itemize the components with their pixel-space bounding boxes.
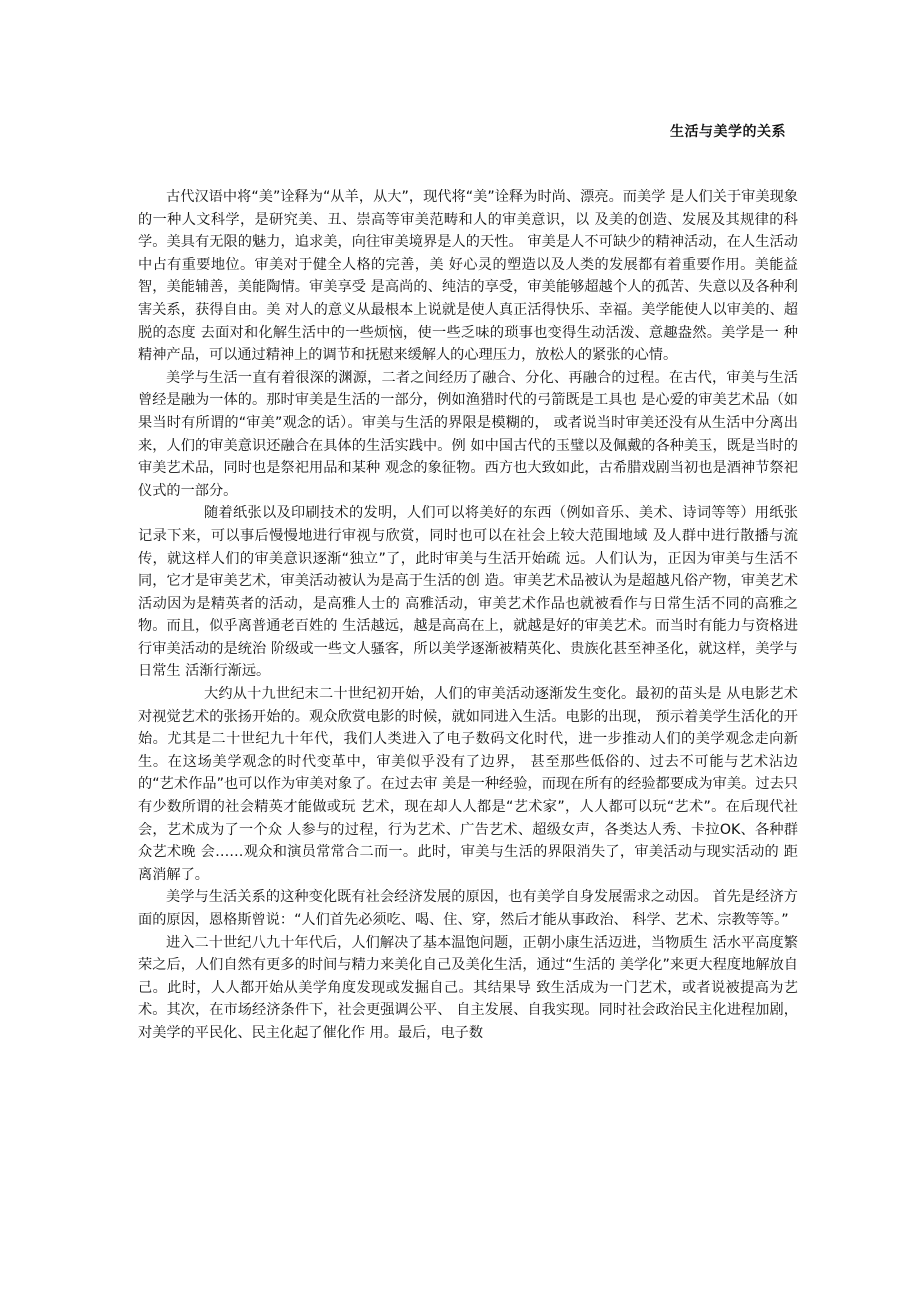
paragraph-5: 美学与生活关系的这种变化既有社会经济发展的原因，也有美学自身发展需求之动因。 首先是经济方面的原因，恩格斯曾说：“人们首先必须吃、喝、住、穿，然后才能从事政治、 科学、艺术、宗教等等。”: [138, 889, 798, 928]
paragraph-6: 进入二十世纪八九十年代后，人们解决了基本温饱问题，正朝小康生活迈进，当物质生 活水平高度繁荣之后，人们自然有更多的时间与精力来美化自己及美化生活，通过“生活的 美学化”来更大程度地解放自己。此时，人人都开始从美学角度发现或发掘自己。其结果导 致生活成为一门艺术，或者说被提高为艺术。其次，在市场经济条件下，社会更强调公平、 自主发展、自我实现。同时社会政治民主化进程加剧，对美学的平民化、民主化起了催化作 用。最后，电子数: [138, 934, 798, 1041]
document-body: [138, 186, 798, 1045]
paragraph-4: 大约从十九世纪末二十世纪初开始，人们的审美活动逐渐发生变化。最初的苗头是 从电影艺术对视觉艺术的张扬开始的。观众欣赏电影的时候，就如同进入生活。电影的出现， 预示着美学生活化的开始。尤其是二十世纪九十年代，我们人类进入了电子数码文化时代，进一步推动人们的美学观念走向新生。在这场美学观念的时代变革中，审美似乎没有了边界， 甚至那些低俗的、过去不可能与艺术沾边的“艺术作品”也可以作为审美对象了。在过去审 美是一种经验，而现在所有的经验都要成为审美。过去只有少数所谓的社会精英才能做或玩 艺术，现在却人人都是“艺术家”，人人都可以玩“艺术”。在后现代社会，艺术成为了一个众 人参与的过程，行为艺术、广告艺术、超级女声，各类达人秀、卡拉OK、各种群众艺术晚 会……观众和演员常常合二而一。此时，审美与生活的界限消失了，审美活动与现实活动的 距离消解了。: [138, 686, 798, 883]
document-title: 生活与美学的关系: [670, 124, 786, 140]
paragraph-3: 随着纸张以及印刷技术的发明，人们可以将美好的东西（例如音乐、美术、诗词等等）用纸张记录下来，可以事后慢慢地进行审视与欣赏，同时也可以在社会上较大范围地域 及人群中进行散播与流传，就这样人们的审美意识逐渐“独立”了，此时审美与生活开始疏 远。人们认为，正因为审美与生活不同，它才是审美艺术，审美活动被认为是高于生活的创 造。审美艺术品被认为是超越凡俗产物，审美艺术活动因为是精英者的活动，是高雅人士的 高雅活动，审美艺术作品也就被看作与日常生活不同的高雅之物。而且，似乎离普通老百姓的 生活越远，越是高高在上，就越是好的审美艺术。而当时有能力与资格进行审美活动的是统治 阶级或一些文人骚客，所以美学逐渐被精英化、贵族化甚至神圣化，就这样，美学与日常生 活渐行渐远。: [138, 505, 798, 680]
paragraph-2: 美学与生活一直有着很深的渊源，二者之间经历了融合、分化、再融合的过程。在古代，审美与生活曾经是融为一体的。那时审美是生活的一部分，例如渔猎时代的弓箭既是工具也 是心爱的审美艺术品（如果当时有所谓的“审美”观念的话）。审美与生活的界限是模糊的， 或者说当时审美还没有从生活中分离出来，人们的审美意识还融合在具体的生活实践中。例 如中国古代的玉璧以及佩戴的各种美玉，既是当时的审美艺术品，同时也是祭祀用品和某种 观念的象征物。西方也大致如此，古希腊戏剧当初也是酒神节祭祀仪式的一部分。: [138, 369, 798, 499]
paragraph-1: 古代汉语中将“美”诠释为“从羊，从大”，现代将“美”诠释为时尚、漂亮。而美学 是人们关于审美现象的一种人文科学，是研究美、丑、崇高等审美范畴和人的审美意识，以 及美的创造、发展及其规律的科学。美具有无限的魅力，追求美，向往审美境界是人的天性。 审美是人不可缺少的精神活动，在人生活动中占有重要地位。审美对于健全人格的完善，美 好心灵的塑造以及人类的发展都有着重要作用。美能益智，美能辅善，美能陶情。审美享受 是高尚的、纯洁的享受，审美能够超越个人的孤苦、失意以及各种利害关系，获得自由。美 对人的意义从最根本上说就是使人真正活得快乐、幸福。美学能使人以审美的、超脱的态度 去面对和化解生活中的一些烦恼，使一些乏味的琐事也变得生动活泼、意趣盎然。美学是一 种精神产品，可以通过精神上的调节和抚慰来缓解人的心理压力，放松人的紧张的心情。: [138, 189, 798, 364]
